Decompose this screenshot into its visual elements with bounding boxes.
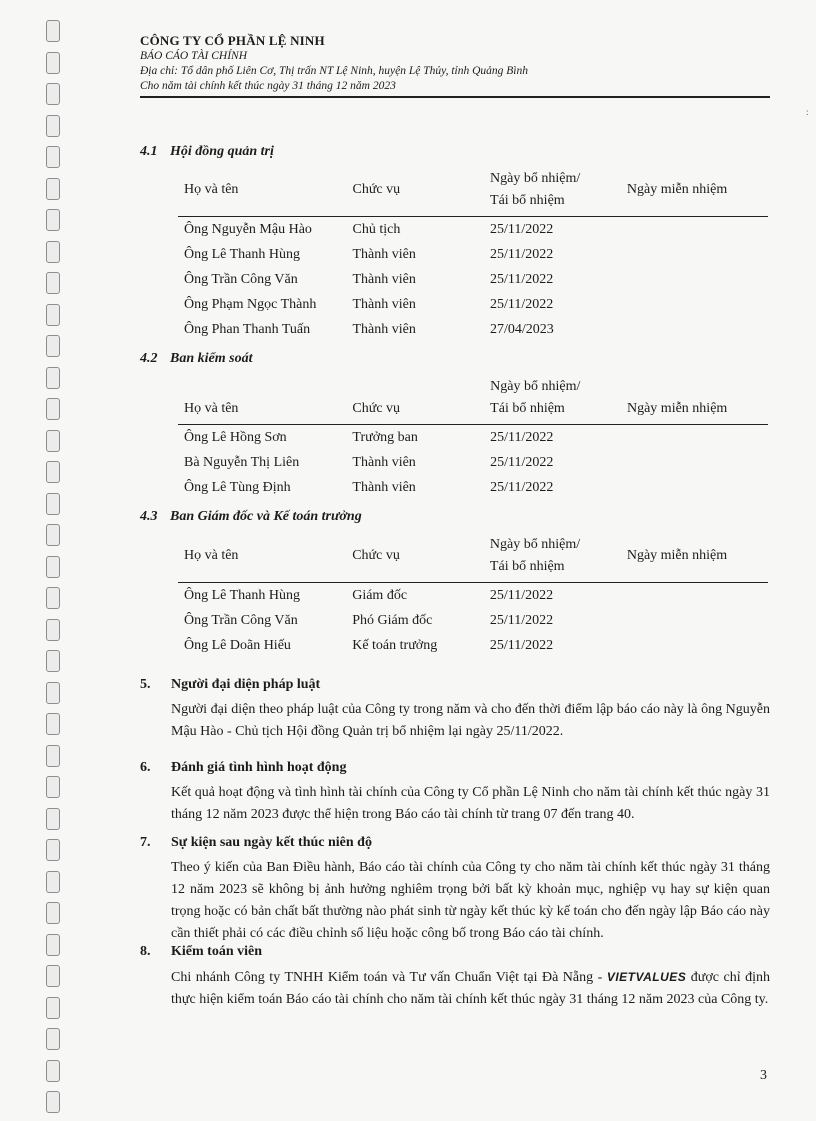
section-number: 4.1 bbox=[140, 144, 158, 159]
table-row bbox=[178, 317, 768, 342]
member-position: Thành viên bbox=[352, 455, 416, 470]
section-heading bbox=[140, 944, 770, 960]
member-position: Giám đốc bbox=[352, 588, 408, 603]
page-number: 3 bbox=[760, 1068, 767, 1083]
member-name: Ông Nguyễn Mậu Hào bbox=[184, 222, 312, 237]
table-row bbox=[178, 475, 768, 500]
member-dismissed bbox=[621, 608, 768, 633]
section-title-4-2 bbox=[140, 351, 252, 367]
binding-ring bbox=[46, 1028, 60, 1050]
member-appointed: 25/11/2022 bbox=[490, 455, 554, 470]
member-position: Thành viên bbox=[352, 322, 416, 337]
binding-ring bbox=[46, 20, 60, 42]
section-body bbox=[171, 966, 770, 1011]
member-appointed: 25/11/2022 bbox=[489, 588, 554, 603]
member-appointed: 25/11/2022 bbox=[490, 297, 554, 312]
member-position: Thành viên bbox=[352, 297, 416, 312]
table-row bbox=[178, 583, 768, 609]
binding-ring bbox=[46, 808, 60, 830]
binding-ring bbox=[46, 493, 60, 515]
section-7-subsequent-events bbox=[140, 835, 770, 945]
binding-ring bbox=[46, 587, 60, 609]
member-appointed: 25/11/2022 bbox=[489, 638, 554, 653]
member-name: Ông Lê Hồng Sơn bbox=[184, 430, 287, 445]
member-dismissed bbox=[621, 317, 768, 342]
member-position: Chủ tịch bbox=[352, 222, 401, 237]
col-name-header: Họ và tên bbox=[178, 168, 347, 217]
table-header-row bbox=[178, 376, 768, 425]
binding-ring bbox=[46, 461, 60, 483]
member-appointed: 25/11/2022 bbox=[490, 430, 554, 445]
supervisory-board-table bbox=[178, 376, 768, 500]
binding-ring bbox=[46, 398, 60, 420]
member-name: Ông Phạm Ngọc Thành bbox=[184, 297, 317, 312]
member-name: Ông Lê Thanh Hùng bbox=[184, 247, 300, 262]
col-appointed-line2: Tái bổ nhiệm bbox=[489, 559, 565, 574]
member-name: Ông Trần Công Văn bbox=[184, 272, 298, 287]
binding-ring bbox=[46, 965, 60, 987]
section-title-4-3 bbox=[140, 509, 362, 525]
col-appointed-header bbox=[484, 534, 621, 583]
binding-ring bbox=[46, 52, 60, 74]
col-dismissed-header: Ngày miễn nhiệm bbox=[621, 376, 768, 425]
col-appointed-line2: Tái bổ nhiệm bbox=[490, 401, 565, 416]
section-number: 4.2 bbox=[140, 351, 158, 366]
section-name: Ban Giám đốc và Kế toán trưởng bbox=[170, 509, 362, 524]
col-position-header: Chức vụ bbox=[346, 534, 484, 583]
member-appointed: 25/11/2022 bbox=[490, 480, 554, 495]
section-name: Người đại diện pháp luật bbox=[171, 677, 321, 692]
binding-ring bbox=[46, 839, 60, 861]
binding-ring bbox=[46, 241, 60, 263]
binding-ring bbox=[46, 902, 60, 924]
report-period: Cho năm tài chính kết thúc ngày 31 tháng 12 năm 2023 bbox=[140, 80, 396, 92]
section-number: 8. bbox=[140, 944, 151, 959]
col-position-header: Chức vụ bbox=[347, 168, 485, 217]
table-row bbox=[178, 608, 768, 633]
col-appointed-line1: Ngày bổ nhiệm/ bbox=[490, 171, 581, 186]
section-name: Đánh giá tình hình hoạt động bbox=[171, 760, 347, 775]
binding-ring bbox=[46, 745, 60, 767]
member-dismissed bbox=[621, 450, 768, 475]
binding-ring bbox=[46, 83, 60, 105]
member-position: Trưởng ban bbox=[352, 430, 418, 445]
member-name: Ông Trần Công Văn bbox=[184, 613, 298, 628]
col-name-header: Họ và tên bbox=[178, 534, 346, 583]
binding-ring bbox=[46, 430, 60, 452]
section-6-performance bbox=[140, 760, 770, 826]
table-row bbox=[178, 267, 768, 292]
member-appointed: 25/11/2022 bbox=[489, 613, 554, 628]
margin-marks: : bbox=[806, 107, 809, 117]
auditor-text-before: Chi nhánh Công ty TNHH Kiểm toán và Tư vấn Chuẩn Việt tại Đà Nẵng - bbox=[171, 970, 607, 985]
member-dismissed bbox=[621, 425, 768, 451]
member-name: Ông Lê Thanh Hùng bbox=[184, 588, 300, 603]
member-name: Bà Nguyễn Thị Liên bbox=[184, 455, 300, 470]
report-title: BÁO CÁO TÀI CHÍNH bbox=[140, 50, 248, 62]
col-appointed-line2: Tái bổ nhiệm bbox=[490, 193, 565, 208]
col-dismissed-header: Ngày miễn nhiệm bbox=[621, 168, 768, 217]
table-row bbox=[178, 217, 768, 243]
table-row bbox=[178, 425, 768, 451]
section-heading bbox=[140, 760, 770, 776]
member-dismissed bbox=[621, 242, 768, 267]
section-number: 4.3 bbox=[140, 509, 158, 524]
section-body: Kết quả hoạt động và tình hình tài chính của Công ty Cổ phần Lệ Ninh cho năm tài chính kết thúc ngày 31 tháng 12 năm 2023 được thể hiện trong Báo cáo tài chính từ trang 07 đến trang 40. bbox=[171, 785, 770, 822]
section-5-legal-representative bbox=[140, 677, 770, 743]
binding-ring bbox=[46, 367, 60, 389]
member-name: Ông Phan Thanh Tuấn bbox=[184, 322, 311, 337]
document-header bbox=[140, 33, 770, 94]
member-appointed: 25/11/2022 bbox=[490, 272, 554, 287]
auditor-text-after: được chỉ định thực hiện kiểm toán Báo cáo tài chính cho năm tài chính kết thúc ngày 31 tháng 12 năm 2023 của Công ty. bbox=[171, 970, 771, 1007]
section-heading bbox=[140, 835, 770, 851]
binding-ring bbox=[46, 997, 60, 1019]
section-number: 5. bbox=[140, 677, 151, 692]
section-name: Kiểm toán viên bbox=[171, 944, 262, 959]
table-row bbox=[178, 633, 768, 658]
table-row bbox=[178, 242, 768, 267]
company-address: Địa chỉ: Tổ dân phố Liên Cơ, Thị trấn NT Lệ Ninh, huyện Lệ Thủy, tỉnh Quảng Bình bbox=[140, 65, 529, 77]
binding-ring bbox=[46, 115, 60, 137]
binding-ring bbox=[46, 682, 60, 704]
section-body: Theo ý kiến của Ban Điều hành, Báo cáo tài chính của Công ty cho năm tài chính kết thúc ngày 31 tháng 12 năm 2023 sẽ không bị ảnh hưởng nghiêm trọng bởi bất kỳ khoản mục, nghiệp vụ hay sự kiện quan trọng hoặc có bản chất bất thường nào phát sinh từ ngày kết thúc kỳ kế toán cho đến ngày lập Báo cáo này cần thiết phải có các điều chỉnh số liệu hoặc công bố trong Báo cáo tài chính. bbox=[171, 860, 770, 941]
member-name: Ông Lê Tùng Định bbox=[184, 480, 291, 495]
binding-ring bbox=[46, 619, 60, 641]
binding-ring bbox=[46, 871, 60, 893]
member-appointed: 25/11/2022 bbox=[490, 222, 554, 237]
binding-ring bbox=[46, 146, 60, 168]
section-title-4-1 bbox=[140, 144, 274, 160]
binding-ring bbox=[46, 1060, 60, 1082]
section-8-auditor bbox=[140, 944, 770, 1011]
table-header-row bbox=[178, 168, 768, 217]
section-number: 6. bbox=[140, 760, 151, 775]
member-dismissed bbox=[621, 583, 768, 609]
section-number: 7. bbox=[140, 835, 151, 850]
binding-ring bbox=[46, 776, 60, 798]
member-dismissed bbox=[621, 267, 768, 292]
binding-rings bbox=[42, 0, 64, 1121]
member-dismissed bbox=[621, 633, 768, 658]
binding-ring bbox=[46, 1091, 60, 1113]
auditor-brand: VIETVALUES bbox=[606, 970, 687, 984]
member-dismissed bbox=[621, 475, 768, 500]
binding-ring bbox=[46, 335, 60, 357]
section-body: Người đại diện theo pháp luật của Công ty trong năm và cho đến thời điểm lập báo cáo này là ông Nguyễn Mậu Hào - Chủ tịch Hội đồng Quản trị bổ nhiệm lại ngày 25/11/2022. bbox=[171, 702, 770, 739]
member-appointed: 27/04/2023 bbox=[490, 322, 554, 337]
col-appointed-header bbox=[484, 376, 621, 425]
member-position: Phó Giám đốc bbox=[352, 613, 433, 628]
col-appointed-line1: Ngày bổ nhiệm/ bbox=[489, 537, 581, 552]
col-dismissed-header: Ngày miễn nhiệm bbox=[621, 534, 768, 583]
member-name: Ông Lê Doãn Hiếu bbox=[184, 638, 291, 653]
member-appointed: 25/11/2022 bbox=[490, 247, 554, 262]
company-name: CÔNG TY CỔ PHẦN LỆ NINH bbox=[140, 33, 325, 48]
binding-ring bbox=[46, 304, 60, 326]
section-name: Hội đồng quản trị bbox=[170, 144, 274, 159]
binding-ring bbox=[46, 713, 60, 735]
binding-ring bbox=[46, 650, 60, 672]
header-divider bbox=[140, 96, 770, 98]
member-dismissed bbox=[621, 217, 768, 243]
col-appointed-header bbox=[484, 168, 621, 217]
binding-ring bbox=[46, 272, 60, 294]
member-position: Thành viên bbox=[352, 480, 416, 495]
table-row bbox=[178, 450, 768, 475]
member-position: Thành viên bbox=[352, 247, 416, 262]
table-header-row bbox=[178, 534, 768, 583]
section-name: Sự kiện sau ngày kết thúc niên độ bbox=[171, 835, 372, 850]
board-of-directors-table bbox=[178, 168, 768, 342]
binding-ring bbox=[46, 209, 60, 231]
management-table bbox=[178, 534, 768, 658]
binding-ring bbox=[46, 524, 60, 546]
member-position: Kế toán trưởng bbox=[352, 638, 438, 653]
member-dismissed bbox=[621, 292, 768, 317]
section-heading bbox=[140, 677, 770, 693]
binding-ring bbox=[46, 178, 60, 200]
binding-ring bbox=[46, 934, 60, 956]
section-name: Ban kiểm soát bbox=[170, 351, 253, 366]
col-appointed-line1: Ngày bổ nhiệm/ bbox=[490, 379, 581, 394]
binding-ring bbox=[46, 556, 60, 578]
col-position-header: Chức vụ bbox=[346, 376, 484, 425]
table-row bbox=[178, 292, 768, 317]
col-name-header: Họ và tên bbox=[178, 376, 346, 425]
member-position: Thành viên bbox=[352, 272, 416, 287]
